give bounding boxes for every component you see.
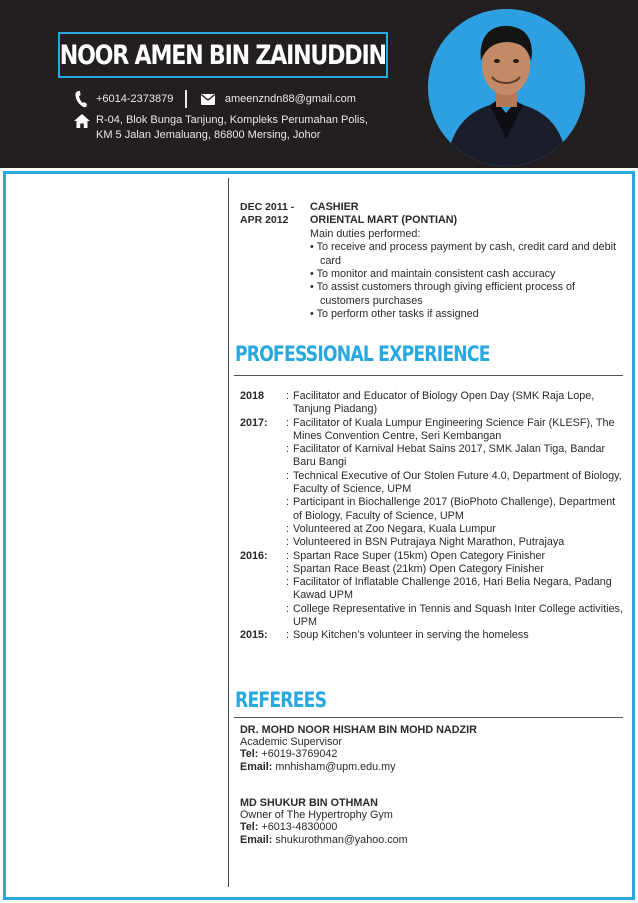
experience-colon: : xyxy=(286,522,289,535)
experience-item xyxy=(240,496,625,523)
profile-photo xyxy=(428,9,585,166)
job-duty: • To assist customers through giving efficient process of customers purchases xyxy=(310,281,576,307)
experience-item xyxy=(240,523,625,536)
experience-colon: : xyxy=(286,549,289,562)
experience-item xyxy=(240,443,625,470)
referee-card xyxy=(240,797,625,846)
job-company: ORIENTAL MART (PONTIAN) xyxy=(310,214,458,227)
job-duty: • To perform other tasks if assigned xyxy=(310,308,479,321)
phone-icon xyxy=(74,90,88,108)
referee-role: Academic Supervisor xyxy=(240,736,343,749)
experience-colon: : xyxy=(286,416,289,429)
experience-year: 2016: xyxy=(240,549,268,562)
address-line-1: R-04, Blok Bunga Tanjung, Kompleks Perumahan Polis, xyxy=(96,114,368,126)
tel-label: Tel: xyxy=(240,821,259,834)
job-intro: Main duties performed: xyxy=(310,227,421,240)
experience-colon: : xyxy=(286,469,289,482)
experience-text: Facilitator of Inflatable Challenge 2016, Hari Belia Negara, Padang Kawad UPM xyxy=(293,576,612,602)
experience-year xyxy=(240,563,286,576)
job-details xyxy=(310,201,625,322)
experience-year xyxy=(240,470,286,497)
referee-tel-row xyxy=(240,821,625,833)
experience-section-title: PROFESSIONAL EXPERIENCE xyxy=(235,342,490,366)
experience-item xyxy=(240,470,625,497)
experience-item xyxy=(240,536,625,549)
experience-year: 2017: xyxy=(240,416,268,429)
experience-year xyxy=(240,576,286,603)
referee-name: DR. MOHD NOOR HISHAM BIN MOHD NADZIR xyxy=(240,724,477,736)
job-dates xyxy=(240,201,310,228)
experience-text: College Representative in Tennis and Squash Inter College activities, UPM xyxy=(293,602,623,629)
address-line-2: KM 5 Jalan Jemaluang, 86800 Mersing, Johor xyxy=(96,129,321,141)
referee-name: MD SHUKUR BIN OTHMAN xyxy=(240,797,378,809)
referees-section-title: REFEREES xyxy=(235,688,327,712)
experience-colon: : xyxy=(286,602,289,615)
experience-item xyxy=(240,629,625,642)
referee-email-row xyxy=(240,834,625,846)
email-label: Email: xyxy=(240,760,273,773)
experience-text: Technical Executive of Our Stolen Future 4.0, Department of Biology, Faculty of Science, UPM xyxy=(293,469,622,496)
home-icon xyxy=(74,114,90,128)
phone-number[interactable]: +6014-2373879 xyxy=(96,93,174,105)
referee-card xyxy=(240,724,625,773)
referees-rule xyxy=(234,717,623,718)
experience-item xyxy=(240,390,625,417)
experience-colon: : xyxy=(286,576,289,589)
experience-item xyxy=(240,417,625,444)
experience-year xyxy=(240,496,286,523)
experience-year xyxy=(240,523,286,536)
experience-colon: : xyxy=(286,496,289,509)
job-date-from: DEC 2011 - xyxy=(240,201,295,213)
experience-text: Volunteered at Zoo Negara, Kuala Lumpur xyxy=(293,522,496,535)
profile-photo-illustration xyxy=(428,9,585,166)
experience-item xyxy=(240,576,625,603)
referee-email[interactable]: mnhisham@upm.edu.my xyxy=(275,760,396,773)
experience-text: Facilitator of Karnival Hebat Sains 2017, SMK Jalan Tiga, Bandar Baru Bangi xyxy=(293,443,606,469)
experience-list xyxy=(240,390,625,643)
job-title: CASHIER xyxy=(310,201,359,213)
experience-year: 2015: xyxy=(240,629,268,642)
experience-year xyxy=(240,603,286,630)
experience-colon: : xyxy=(286,390,289,402)
experience-text: Spartan Race Beast (21km) Open Category Finisher xyxy=(293,562,544,575)
experience-text: Facilitator and Educator of Biology Open Day (SMK Raja Lope, Tanjung Piadang) xyxy=(293,390,595,416)
experience-rule xyxy=(234,375,623,376)
job-date-to: APR 2012 xyxy=(240,214,289,227)
experience-text: Volunteered in BSN Putrajaya Night Marathon, Putrajaya xyxy=(293,536,565,549)
contact-separator xyxy=(185,90,187,108)
referee-tel: +6019-3769042 xyxy=(261,748,338,761)
job-duty: • To monitor and maintain consistent cash accuracy xyxy=(310,268,556,281)
job-duty: • To receive and process payment by cash, credit card and debit card xyxy=(310,241,617,267)
mail-icon xyxy=(201,94,215,105)
experience-colon: : xyxy=(286,443,289,456)
name-box xyxy=(58,32,388,78)
candidate-name: NOOR AMEN BIN ZAINUDDIN xyxy=(60,39,386,71)
experience-item xyxy=(240,563,625,576)
header-banner xyxy=(0,0,638,168)
column-divider xyxy=(228,178,229,887)
experience-colon: : xyxy=(286,629,289,642)
experience-year xyxy=(240,536,286,549)
experience-text: Facilitator of Kuala Lumpur Engineering Science Fair (KLESF), The Mines Convention Centre, Seri Kembangan xyxy=(293,416,615,442)
experience-year xyxy=(240,443,286,470)
experience-item xyxy=(240,550,625,563)
referee-tel-row xyxy=(240,748,625,760)
experience-text: Spartan Race Super (15km) Open Category Finisher xyxy=(293,549,546,562)
experience-item xyxy=(240,603,625,630)
contact-row xyxy=(74,90,356,108)
experience-year: 2018 xyxy=(240,390,265,402)
job-duties-list xyxy=(310,241,625,321)
referee-tel: +6013-4830000 xyxy=(261,821,338,834)
experience-colon: : xyxy=(286,536,289,549)
tel-label: Tel: xyxy=(240,748,259,761)
email-label: Email: xyxy=(240,833,273,846)
email-address[interactable]: ameenzndn88@gmail.com xyxy=(224,93,356,105)
referee-email[interactable]: shukurothman@yahoo.com xyxy=(275,833,408,846)
experience-text: Soup Kitchen’s volunteer in serving the homeless xyxy=(293,629,529,642)
experience-text: Participant in Biochallenge 2017 (BioPhoto Challenge), Department of Biology, Faculty of Science, UPM xyxy=(293,496,616,522)
referee-email-row xyxy=(240,761,625,773)
experience-colon: : xyxy=(286,562,289,575)
referee-role: Owner of The Hypertrophy Gym xyxy=(240,809,393,822)
address-row xyxy=(74,113,368,143)
